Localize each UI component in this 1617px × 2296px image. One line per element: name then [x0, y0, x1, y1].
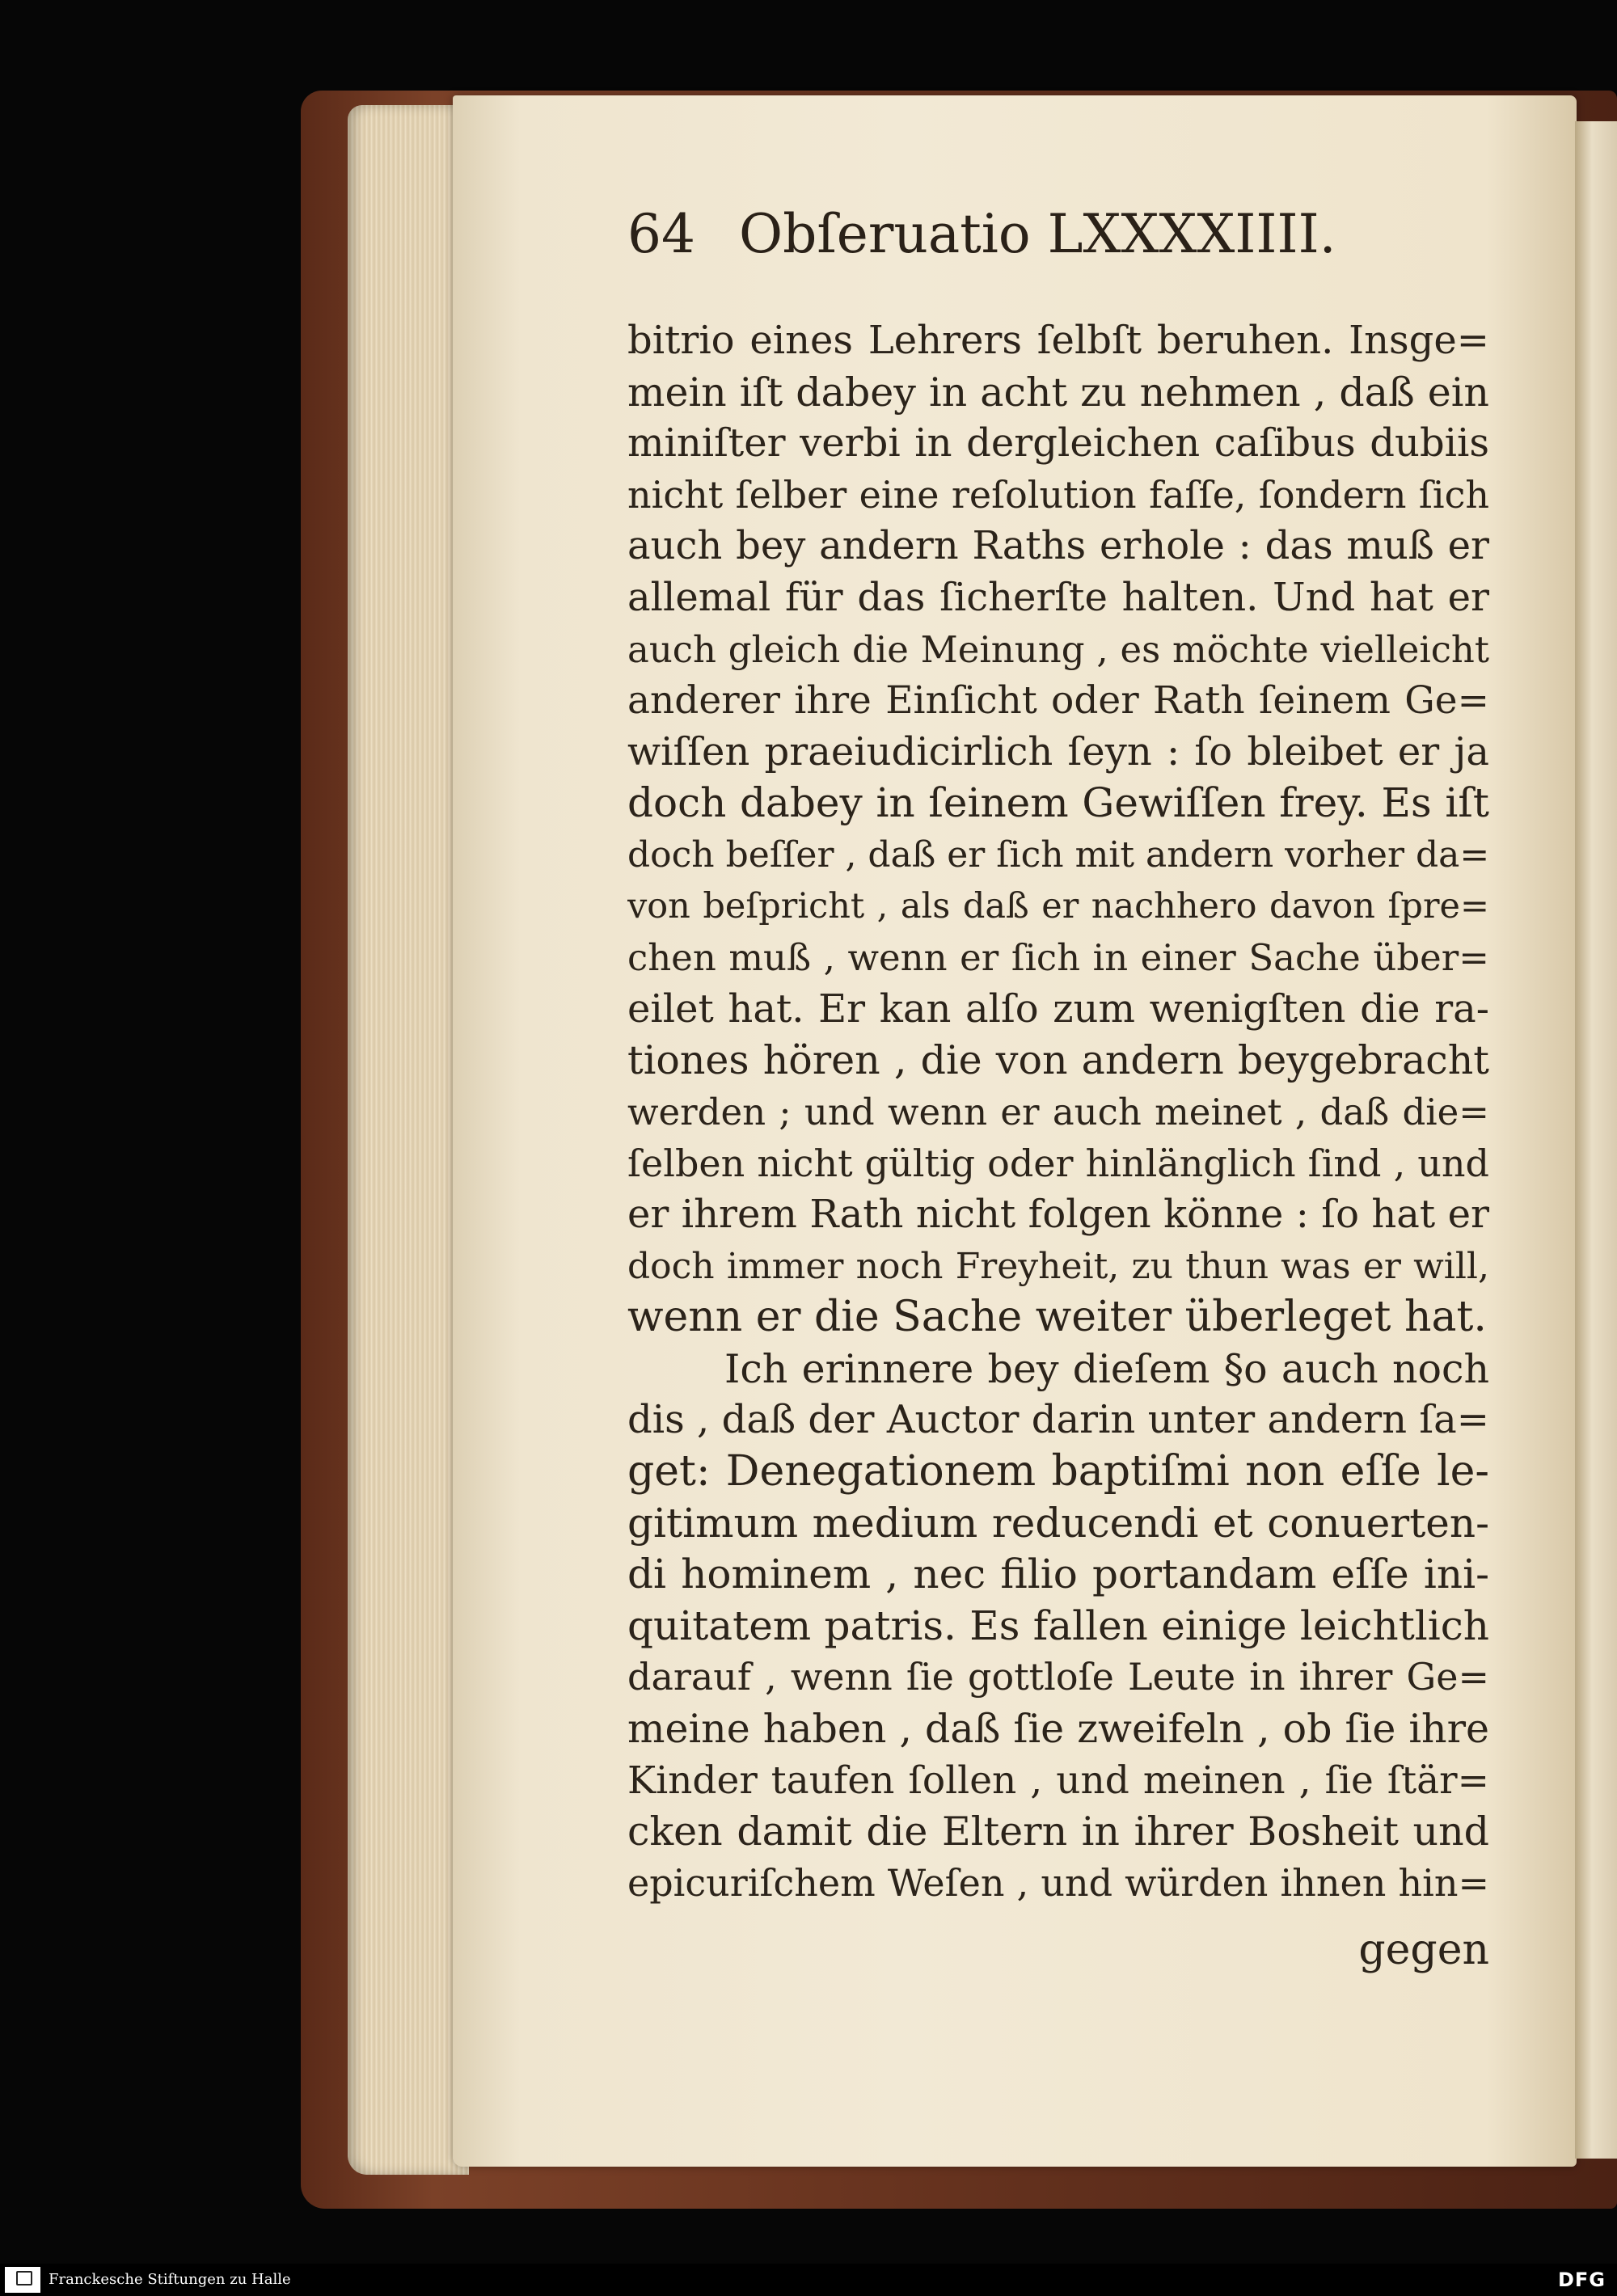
text-line: quitatem patris. Es fallen einige leichtlich: [627, 1602, 1489, 1649]
running-header: [627, 202, 1501, 267]
text-line: eilet hat. Er kan alſo zum wenigſten die ra-: [627, 986, 1489, 1032]
text-line: bitrio eines Lehrers ſelbſt beruhen. Insge=: [627, 318, 1489, 363]
institution-logo: [5, 2267, 40, 2293]
text-line: doch beſſer , daß er ſich mit andern vorher da=: [627, 834, 1489, 876]
text-line: epicuriſchem Weſen , und würden ihnen hin=: [627, 1860, 1489, 1905]
text-line: ſelben nicht gültig oder hinlänglich ſind , und: [627, 1141, 1489, 1185]
page-edges: [348, 105, 469, 2175]
running-title: Obſeruatio LXXXXIIII.: [738, 203, 1336, 265]
institution-name: Franckesche Stiftungen zu Halle: [49, 2271, 291, 2288]
text-line: darauf , wenn ſie gottloſe Leute in ihrer Ge=: [627, 1655, 1489, 1699]
viewer-footer: [0, 2264, 1617, 2296]
facing-page-edge: [1575, 121, 1617, 2159]
text-line: get: Denegationem baptiſmi non eſſe le-: [627, 1447, 1489, 1496]
text-line: werden ; und wenn er auch meinet , daß die=: [627, 1090, 1489, 1133]
text-line: anderer ihre Einſicht oder Rath ſeinem Ge=: [627, 678, 1489, 724]
text-line: von beſpricht , als daß er nachhero davon ſpre=: [627, 885, 1489, 926]
catchword: gegen: [1358, 1926, 1489, 1974]
text-line: wiſſen praeiudicirlich ſeyn : ſo bleibet er ja: [627, 728, 1489, 774]
body-text: [627, 315, 1489, 1909]
page-number: 64: [627, 203, 695, 265]
text-line: gitimum medium reducendi et conuerten-: [627, 1499, 1489, 1547]
text-line: meine haben , daß ſie zweifeln , ob ſie ihre: [627, 1706, 1489, 1753]
text-line: mein iſt dabey in acht zu nehmen , daß ein: [627, 369, 1489, 416]
dfg-logo: DFG: [1557, 2269, 1606, 2291]
text-line: nicht ſelber eine reſolution faſſe, ſondern ſich: [627, 472, 1489, 517]
text-line: di hominem , nec filio portandam eſſe ini-: [627, 1551, 1489, 1598]
text-line: allemal für das ſicherſte halten. Und hat er: [627, 574, 1489, 620]
text-line: doch dabey in ſeinem Gewiſſen frey. Es iſt: [627, 779, 1489, 827]
text-line: auch bey andern Raths erhole : das muß er: [627, 523, 1489, 569]
text-line: Kinder taufen ſollen , und meinen , ſie ſtär=: [627, 1758, 1489, 1803]
text-line: tiones hören , die von andern beygebracht: [627, 1037, 1489, 1084]
text-line: wenn er die Sache weiter überleget hat.: [627, 1293, 1487, 1342]
text-line: auch gleich die Meinung , es möchte vielleicht: [627, 627, 1489, 671]
text-line: er ihrem Rath nicht folgen könne : ſo hat er: [627, 1192, 1489, 1238]
text-line: doch immer noch Freyheit, zu thun was er will,: [627, 1245, 1489, 1287]
text-line: dis , daß der Auctor darin unter andern ſa=: [627, 1397, 1489, 1443]
text-line: miniſter verbi in dergleichen caſibus dubiis: [627, 420, 1489, 466]
text-line: chen muß , wenn er ſich in einer Sache über=: [627, 936, 1489, 980]
text-line: cken damit die Eltern in ihrer Bosheit und: [627, 1809, 1489, 1855]
text-line: Ich erinnere bey dieſem §o auch noch: [724, 1345, 1489, 1392]
